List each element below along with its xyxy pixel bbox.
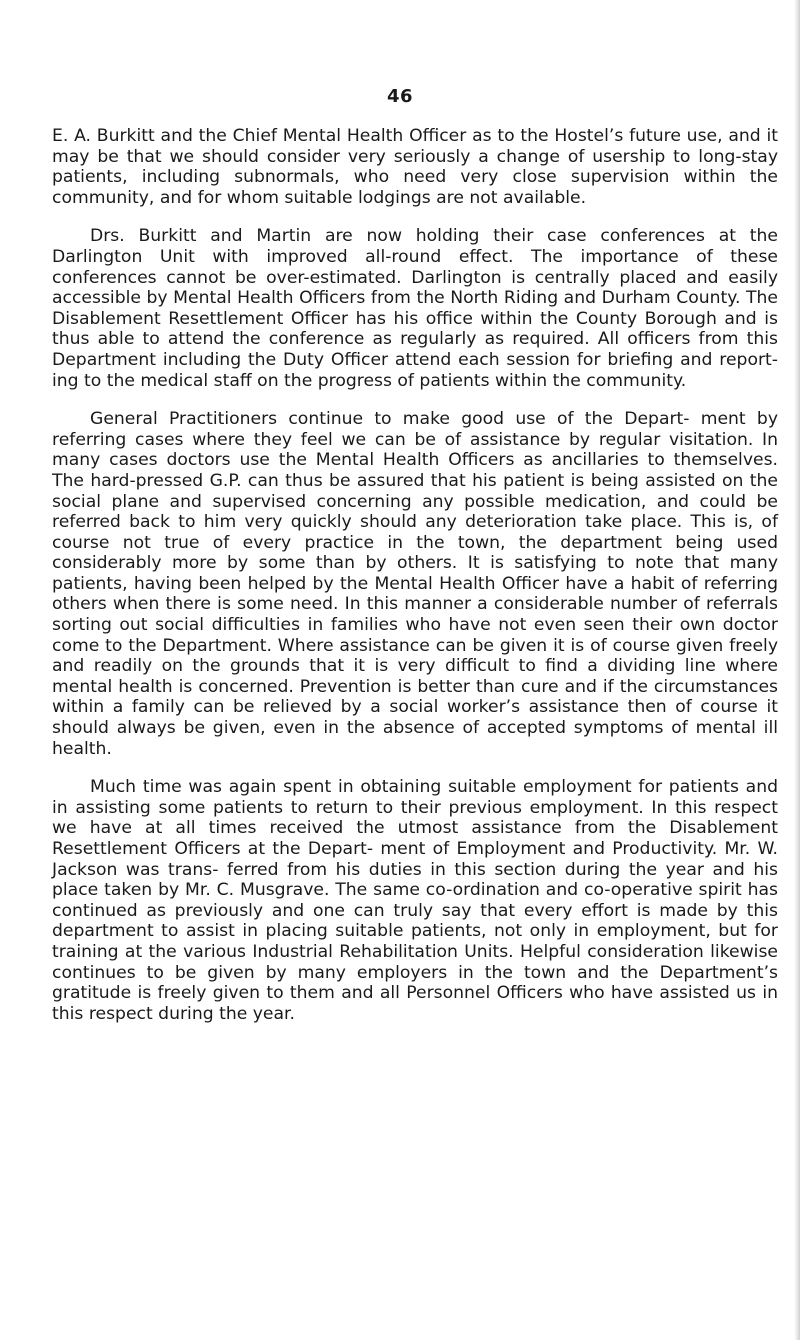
paragraph-hostel-future-use: E. A. Burkitt and the Chief Mental Health Officer as to the Hostel’s future use, and it may be that we should consider very seriously a change of usership to long-stay patients, including subnormals, who need very close supervision within the community, and for whom suitable lodgings are not available. [52,126,778,208]
paragraph-employment: Much time was again spent in obtaining suitable employment for patients and in assisting some patients to return to their previous employment. In this respect we have at all times received the utmost assistance from the Disablement Resettlement Officers at the Depart- ment of Employment and Productivity. Mr. W. Jackson was trans- ferred from his duties in this section during the year and his place taken by Mr. C. Musgrave. The same co-ordination and co-operative spirit has continued as previously and one can truly say that every effort is made by this department to assist in placing suitable patients, not only in employment, but for training at the various Industrial Rehabilitation Units. Helpful consideration likewise continues to be given by many employers in the town and the Department’s gratitude is freely given to them and all Personnel Officers who have assisted us in this respect during the year. [52,777,778,1024]
paragraph-case-conferences: Drs. Burkitt and Martin are now holding their case conferences at the Darlington Unit with improved all-round effect. The importance of these conferences cannot be over-estimated. Darlington is centrally placed and easily accessible by Mental Health Officers from the North Riding and Durham County. The Disablement Resettlement Officer has his office within the County Borough and is thus able to attend the conference as regularly as required. All officers from this Department including the Duty Officer attend each session for briefing and report- ing to the medical staff on the progress of patients within the community. [52,226,778,391]
paragraph-general-practitioners: General Practitioners continue to make good use of the Depart- ment by referring cases where they feel we can be of assistance by regular visitation. In many cases doctors use the Mental Health Officers as ancillaries to themselves. The hard-pressed G.P. can thus be assured that his patient is being assisted on the social plane and supervised concerning any possible medication, and could be referred back to him very quickly should any deterioration take place. This is, of course not true of every practice in the town, the department being used considerably more by some than by others. It is satisfying to note that many patients, having been helped by the Mental Health Officer have a habit of referring others when there is some need. In this manner a considerable number of referrals sorting out social difficulties in families who have not even seen their own doctor come to the Department. Where assistance can be given it is of course given freely and readily on the grounds that it is very difficult to find a dividing line where mental health is concerned. Prevention is better than cure and if the circumstances within a family can be relieved by a social worker’s assistance then of course it should always be given, even in the absence of accepted symptoms of mental ill health. [52,409,778,759]
page-number: 46 [386,86,414,107]
page-edge-shadow [794,0,800,1340]
body-text [52,126,778,1042]
